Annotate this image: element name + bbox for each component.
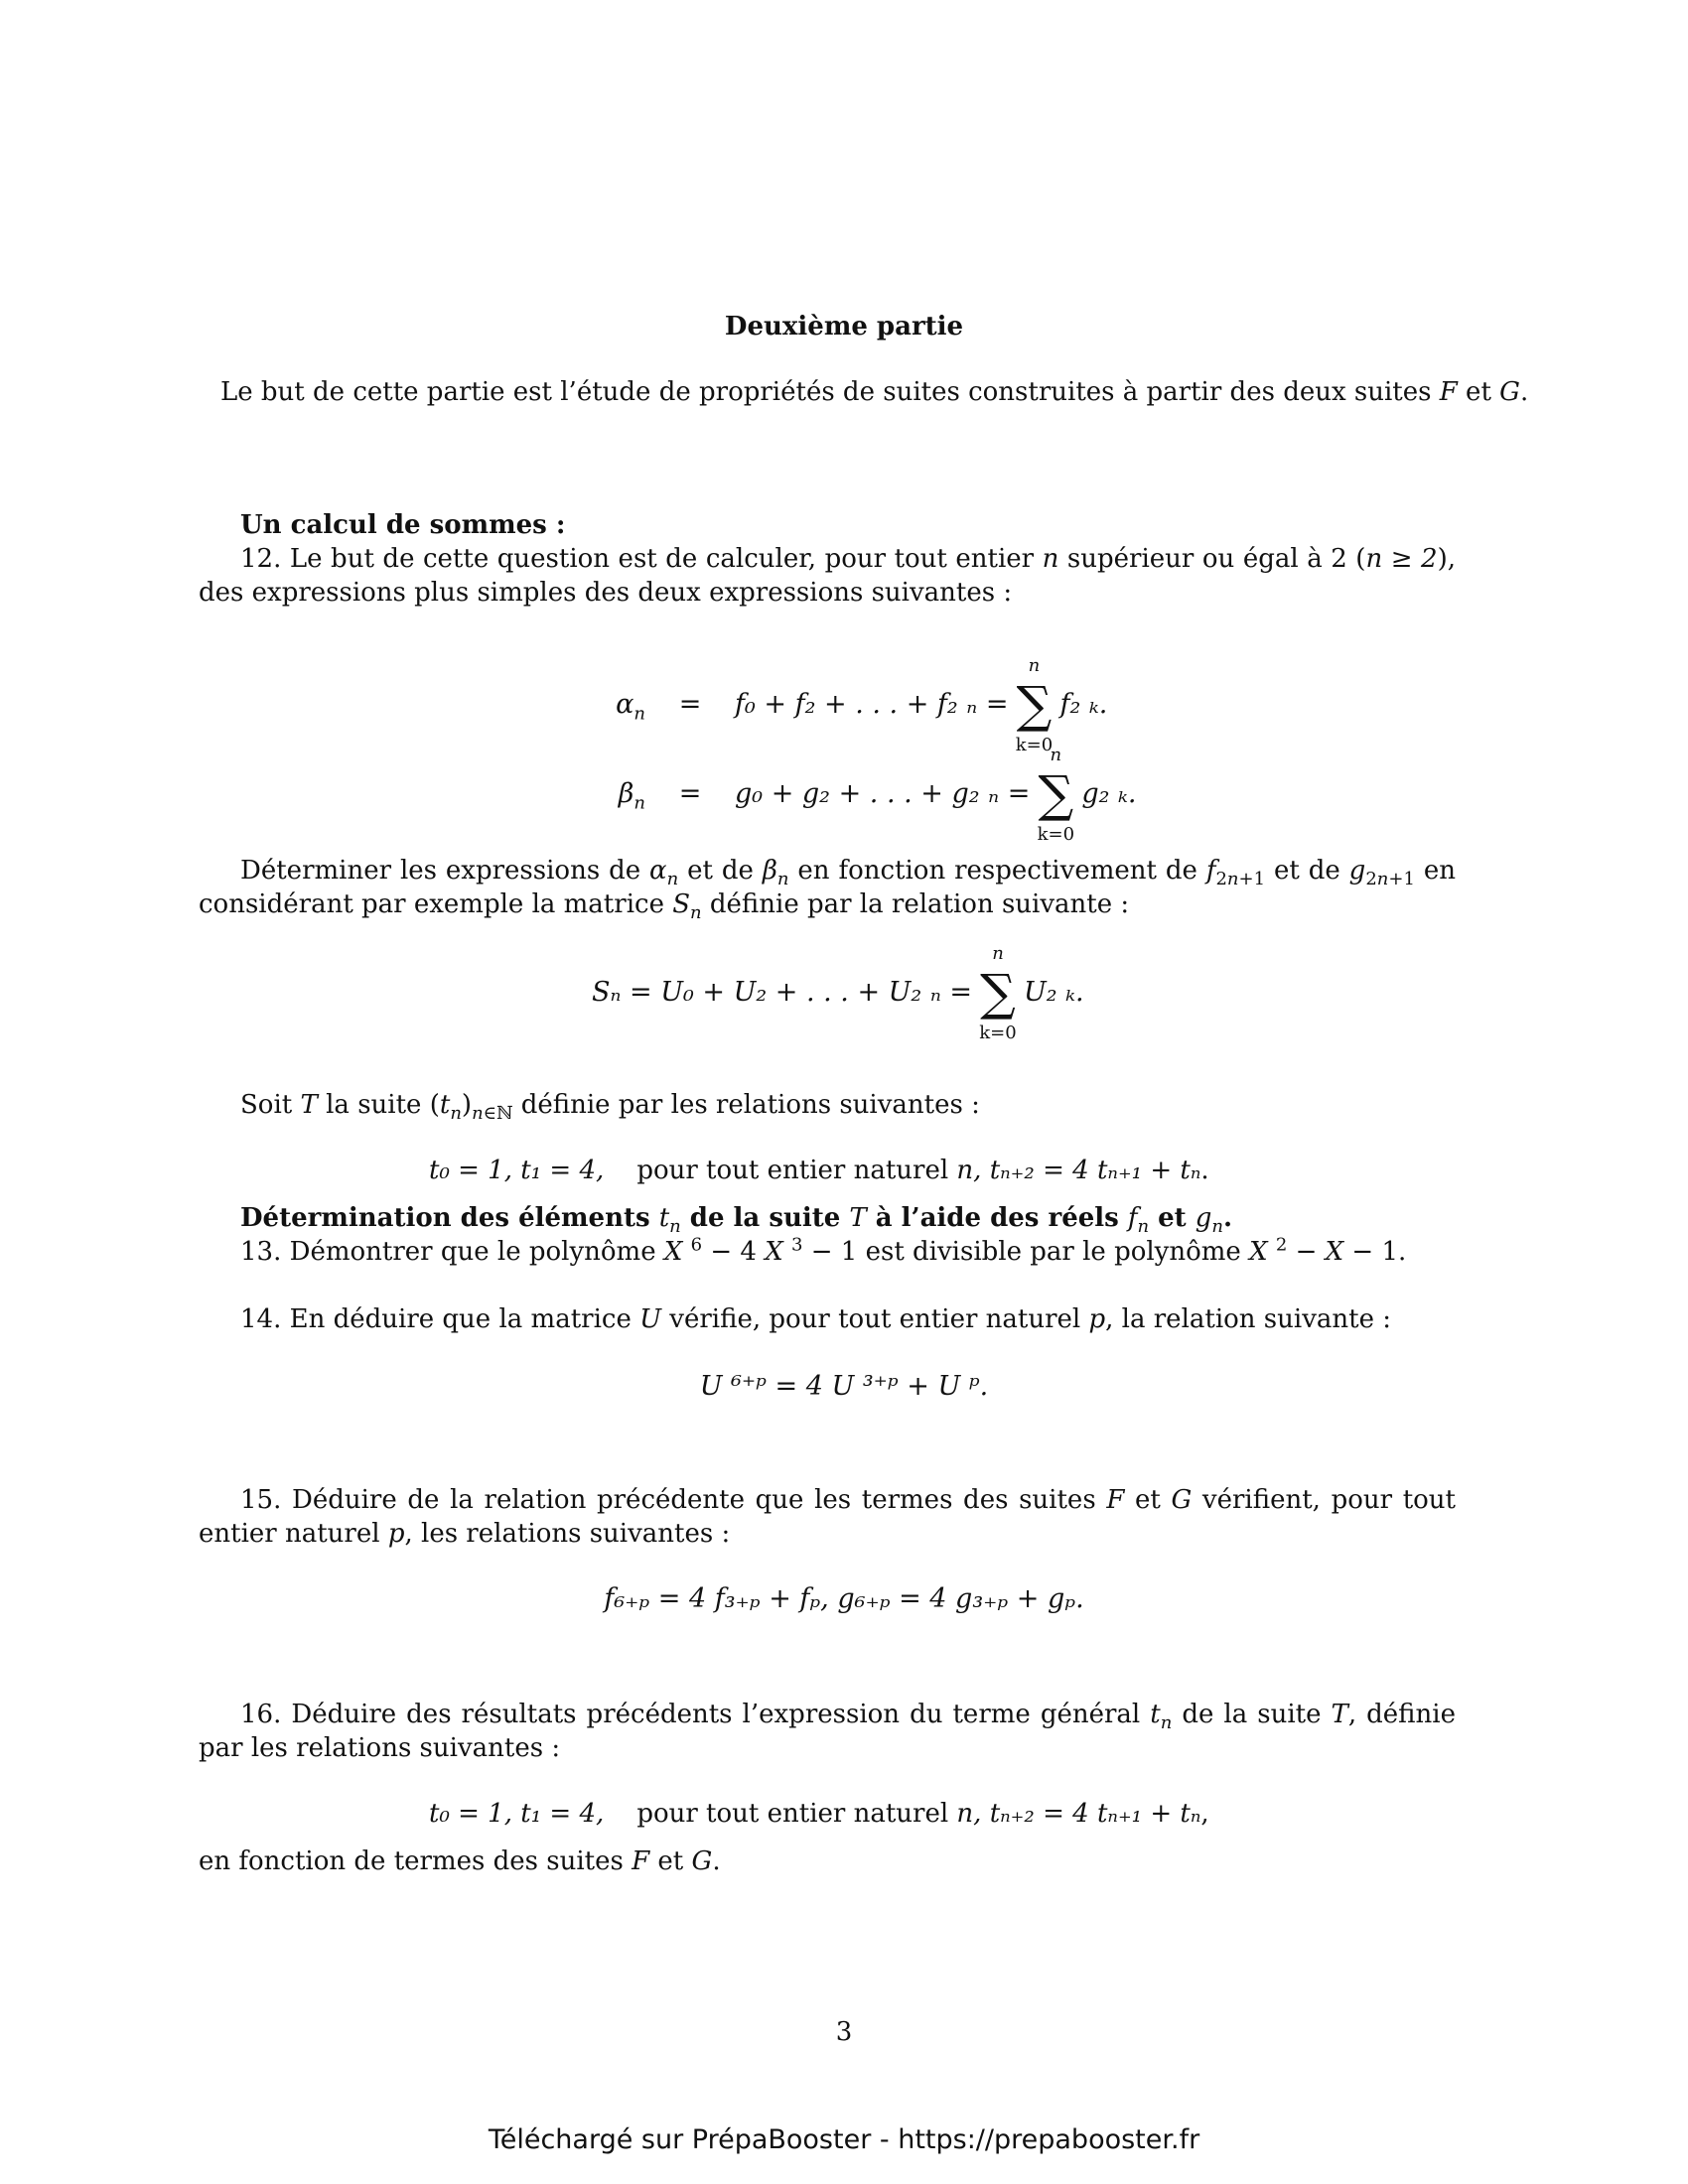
question-16-end: en fonction de termes des suites F et G. — [199, 1846, 721, 1876]
section-title-determination: Détermination des éléments $t_n$ de la suite T à l’aide des réels $f_n$ et $g_n$. — [240, 1203, 1233, 1238]
question-14: 14. En déduire que la matrice U vérifie, pour tout entier naturel p, la relation suivante : — [240, 1304, 1392, 1334]
recurrence-relation-2: t₀ = 1, t₁ = 4, pour tout entier naturel n, tₙ₊₂ = 4 tₙ₊₁ + tₙ, — [429, 1799, 1209, 1829]
question-16: 16. Déduire des résultats précédents l’expression du terme général $t_n$ de la suite T, définie par les relations suivantes : — [199, 1700, 1456, 1763]
equation-fg: f₆₊ₚ = 4 f₃₊ₚ + fₚ, g₆₊ₚ = 4 g₃₊ₚ + gₚ. — [604, 1583, 1084, 1614]
equation-S: Sₙ = U₀ + U₂ + . . . + U₂ ₙ = n ∑ k=0 U₂ ₖ. — [592, 943, 1084, 1043]
part-title: Deuxième partie — [724, 312, 964, 341]
soit-paragraph: Soit T la suite $(t_n)_{n\in ℕ}$ définie par les relations suivantes : — [240, 1090, 980, 1125]
question-13: 13. Démontrer que le polynôme X $^6$ − 4 X $^3$ − 1 est divisible par le polynôme X $^2$ − X − 1. — [240, 1234, 1407, 1267]
page-number: 3 — [835, 2017, 853, 2047]
section-title-sommes: Un calcul de sommes : — [240, 510, 566, 540]
intro-paragraph: Le but de cette partie est l’étude de propriétés de suites construites à partir des deux suites F et G. — [220, 377, 1529, 407]
equation-alpha: $\alpha_n$ = f₀ + f₂ + . . . + f₂ ₙ = n ∑ k=0 f₂ ₖ. — [616, 655, 1108, 755]
question-15: 15. Déduire de la relation précédente que les termes des suites F et G vérifient, pour tout entier naturel p, les relations suivantes : — [199, 1485, 1456, 1549]
summation-sign: n ∑ k=0 — [1037, 745, 1075, 845]
download-footer: Téléchargé sur PrépaBooster - https://prepabooster.fr — [488, 2124, 1200, 2155]
summation-sign: n ∑ k=0 — [1015, 655, 1054, 755]
equation-U: U ⁶⁺ᵖ = 4 U ³⁺ᵖ + U ᵖ. — [699, 1371, 989, 1402]
equation-beta: $\beta_n$ = g₀ + g₂ + . . . + g₂ ₙ = n ∑ k=0 g₂ ₖ. — [618, 745, 1137, 845]
recurrence-relation: t₀ = 1, t₁ = 4, pour tout entier naturel n, tₙ₊₂ = 4 tₙ₊₁ + tₙ. — [429, 1156, 1209, 1185]
question-12: 12. Le but de cette question est de calculer, pour tout entier n supérieur ou égal à 2 (n ≥ 2), des expressions plus simples des deux expressions suivantes : — [199, 544, 1457, 608]
summation-sign: n ∑ k=0 — [979, 943, 1017, 1043]
determiner-paragraph: Déterminer les expressions de $\alpha_n$ et de $\beta_n$ en fonction respectivement de $f_{2n+1}$ et de $g_{2n+1}$ en considérant par exemple la matrice $S_n$ définie par la relation suivante : — [199, 856, 1456, 924]
